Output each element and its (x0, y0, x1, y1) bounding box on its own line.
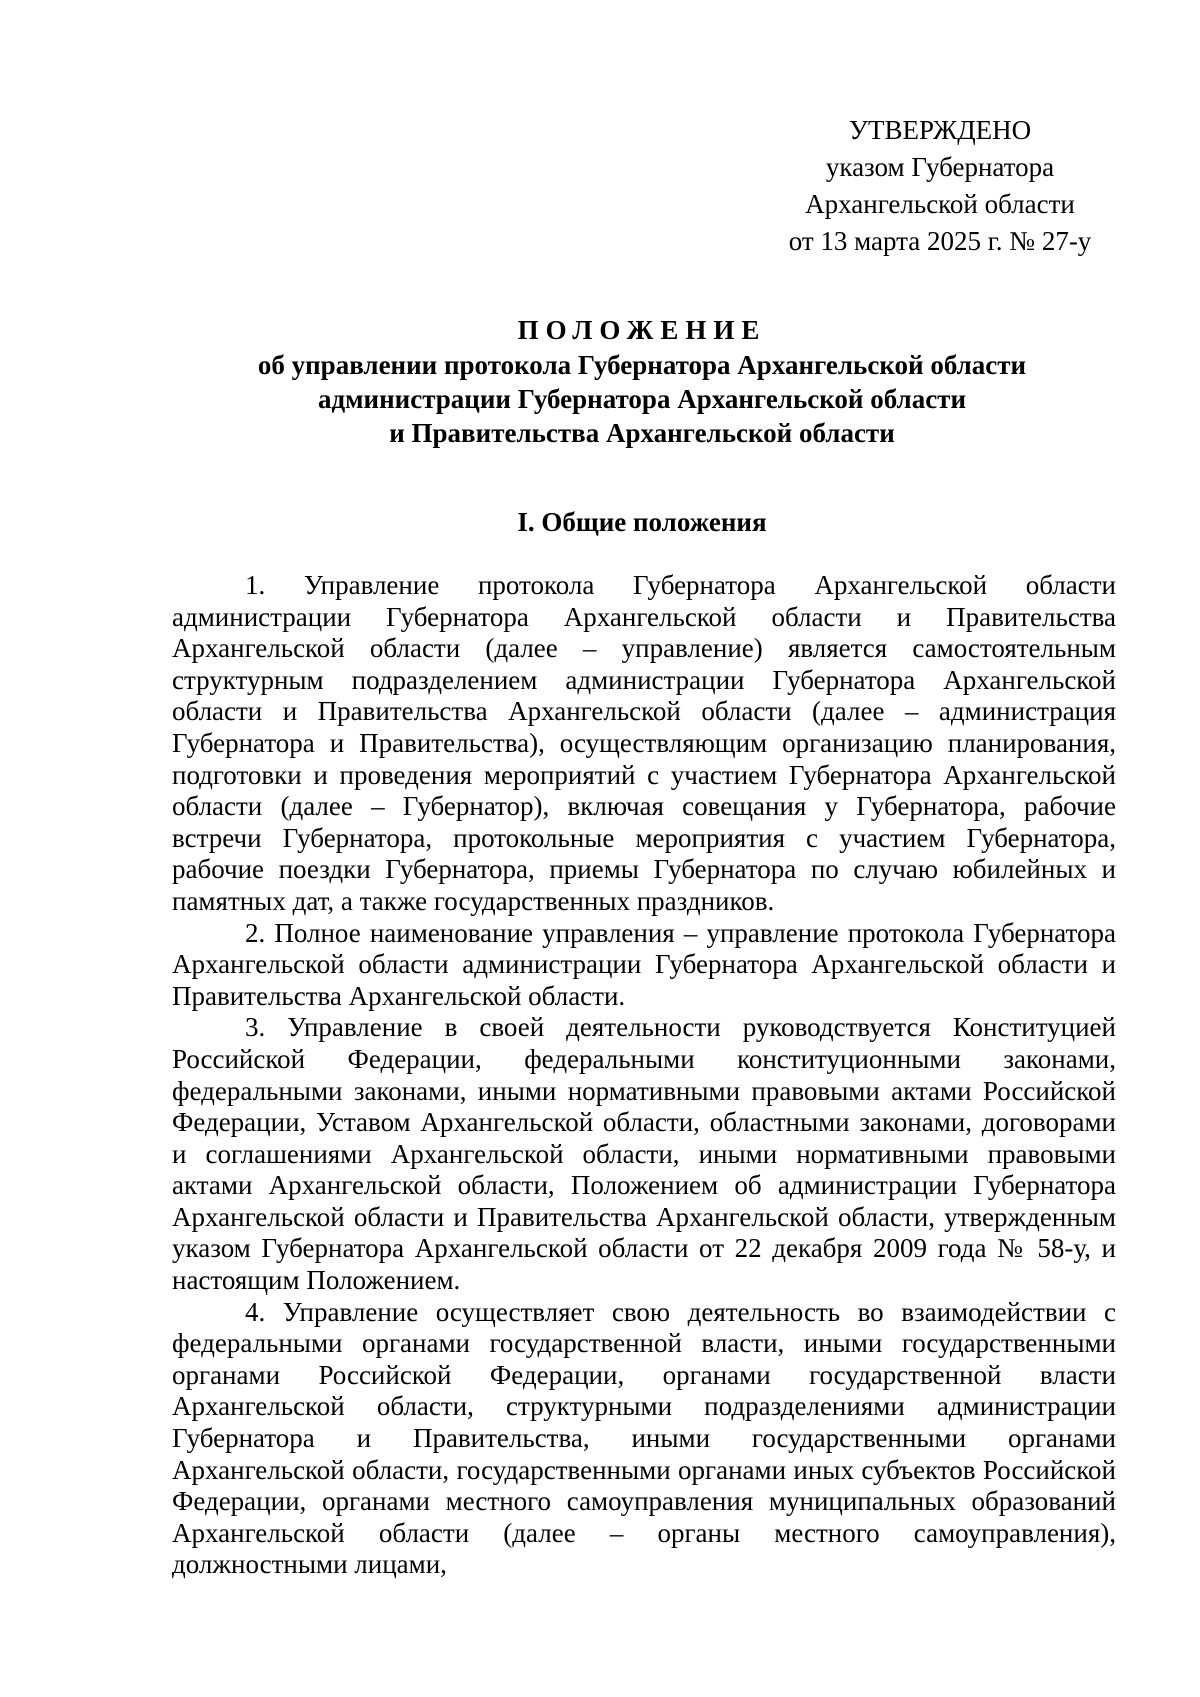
section-heading: I. Общие положения (517, 507, 767, 537)
title-main: ПОЛОЖЕНИЕ (517, 315, 767, 345)
paragraph-2: 2. Полное наименование управления – управление протокола Губернатора Архангельской области администрации Губернатора Архангельской области и Правительства Архангельской области. (172, 917, 1116, 1011)
paragraph-1: 1. Управление протокола Губернатора Архангельской области администрации Губернатора Архангельской области и Правительства Архангельской области (далее – управление) является самостоятельным структурным подразделением администрации Губернатора Архангельской области и Правительства Архангельской области (далее – администрация Губернатора и Правительства), осуществляющим организацию планирования, подготовки и проведения мероприятий с участием Губернатора Архангельской области (далее – Губернатор), включая совещания у Губернатора, рабочие встречи Губернатора, протокольные мероприятия с участием Губернатора, рабочие поездки Губернатора, приемы Губернатора по случаю юбилейных и памятных дат, а также государственных праздников. (172, 570, 1116, 916)
approval-line-decree: указом Губернатора (825, 152, 1055, 182)
approval-line-region: Архангельской области (805, 189, 1075, 219)
approval-stamp (780, 112, 1100, 260)
paragraph-3: 3. Управление в своей деятельности руководствуется Конституцией Российской Федерации, федеральными конституционными законами, федеральными законами, иными нормативными правовыми актами Российской Федерации, Уставом Архангельской области, областными законами, договорами и соглашениями Архангельской области, иными нормативными правовыми актами Архангельской области, Положением об администрации Губернатора Архангельской области и Правительства Архангельской области, утвержденным указом Губернатора Архангельской области от 22 декабря 2009 года № 58-у, и настоящим Положением. (172, 1012, 1116, 1296)
title-line-2: администрации Губернатора Архангельской области (318, 384, 966, 414)
document-body (172, 570, 1116, 1581)
title-line-3: и Правительства Архангельской области (389, 418, 895, 448)
approval-line-date: от 13 марта 2025 г. № 27-у (788, 226, 1092, 256)
document-title (172, 312, 1112, 450)
paragraph-4: 4. Управление осуществляет свою деятельность во взаимодействии с федеральными органами государственной власти, иными государственными органами Российской Федерации, органами государственной власти Архангельской области, структурными подразделениями администрации Губернатора и Правительства, иными государственными органами Архангельской области, государственными органами иных субъектов Российской Федерации, органами местного самоуправления муниципальных образований Архангельской области (далее – органы местного самоуправления), должностными лицами, (172, 1296, 1116, 1580)
title-line-1: об управлении протокола Губернатора Архангельской области (257, 350, 1027, 380)
approval-title: УТВЕРЖДЕНО (848, 115, 1032, 145)
